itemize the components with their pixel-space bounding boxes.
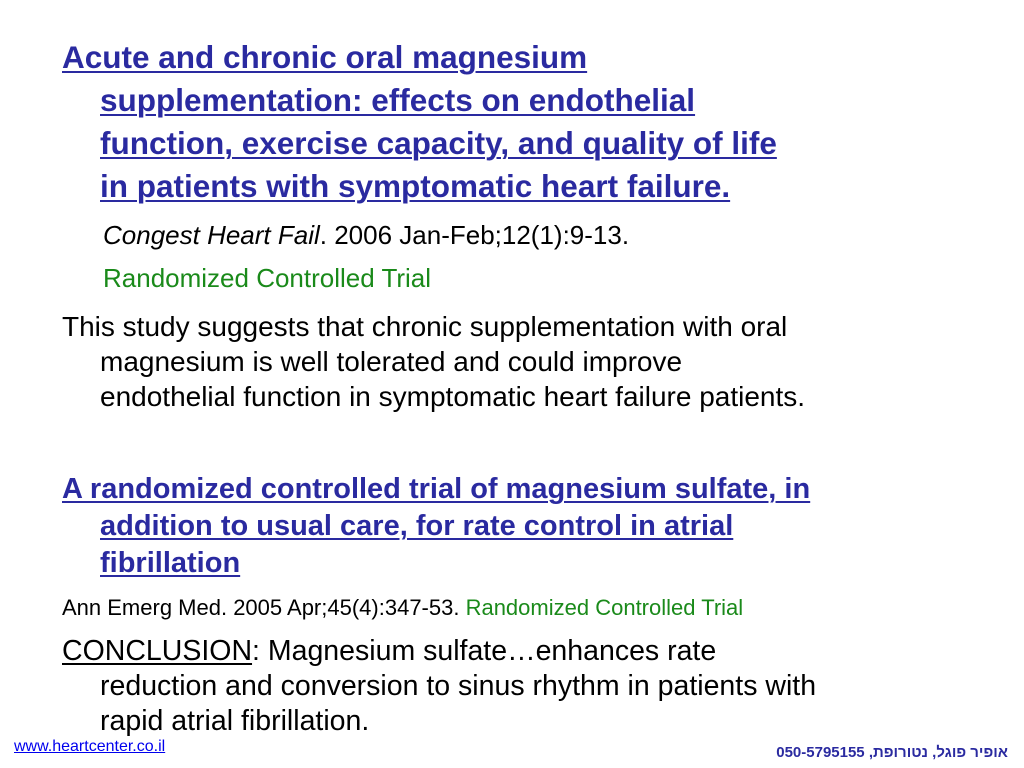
article2-title-line: addition to usual care, for rate control in atrial [100, 510, 734, 542]
article2-conclusion-line: rapid atrial fibrillation. [100, 705, 370, 737]
article1-study-type: Randomized Controlled Trial [103, 263, 432, 293]
article1-summary-line: This study suggests that chronic supplementation with oral [62, 311, 788, 342]
article2-conclusion-line: : Magnesium sulfate…enhances rate [252, 635, 717, 667]
article1-title-line: Acute and chronic oral magnesium [62, 39, 588, 75]
article1-title-line: function, exercise capacity, and quality of life [100, 125, 777, 161]
article2-citation-details: Ann Emerg Med. 2005 Apr;45(4):347-53. [62, 595, 466, 620]
article1-title[interactable] [62, 36, 777, 208]
conclusion-label: CONCLUSION [62, 635, 253, 667]
article2-conclusion [62, 634, 816, 739]
article2-title[interactable] [62, 471, 810, 582]
contact-info: אופיר פוגל, נטורופת, 050-5795155 [776, 744, 1008, 761]
article1-summary-line: endothelial function in symptomatic heart failure patients. [100, 381, 806, 412]
article1-summary-line: magnesium is well tolerated and could improve [100, 346, 683, 377]
article1-citation [103, 220, 629, 250]
website-link[interactable]: www.heartcenter.co.il [14, 738, 166, 755]
article1-citation-details: . 2006 Jan-Feb;12(1):9-13. [319, 220, 630, 250]
article2-citation [62, 594, 743, 622]
article1-journal: Congest Heart Fail [103, 220, 320, 250]
article2-study-type: Randomized Controlled Trial [465, 595, 744, 620]
article2-title-line: A randomized controlled trial of magnesium sulfate, in [62, 473, 811, 505]
article2-title-line: fibrillation [100, 547, 241, 579]
article1-summary [62, 309, 805, 414]
article2-conclusion-line: reduction and conversion to sinus rhythm in patients with [100, 670, 817, 702]
article1-title-line: supplementation: effects on endothelial [100, 82, 696, 118]
article1-title-line: in patients with symptomatic heart failure. [100, 168, 731, 204]
